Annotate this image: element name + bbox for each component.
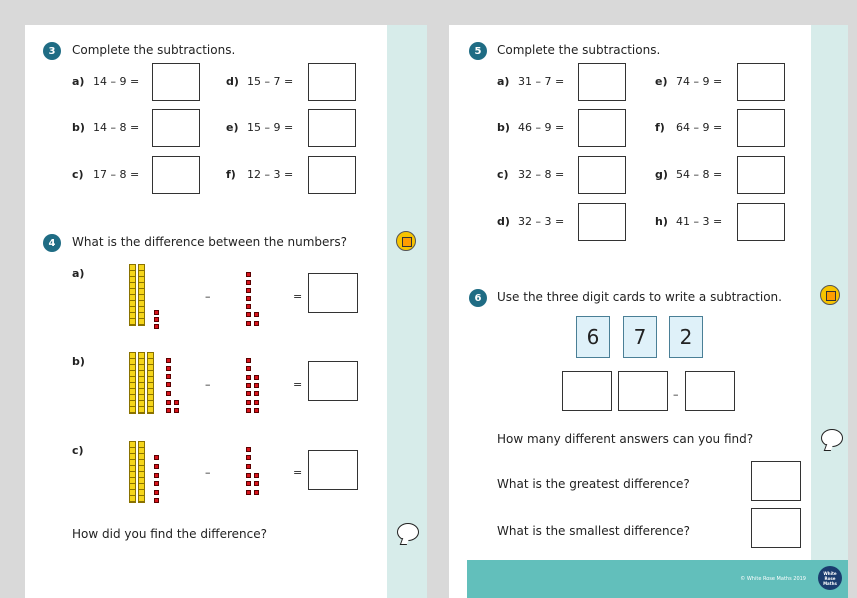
answer-box[interactable] [308,156,356,194]
answer-box[interactable] [308,273,358,313]
question-4-text: What is the difference between the numbers? [72,235,347,249]
q4-row-c-label: c) [72,444,84,457]
answer-box[interactable] [152,63,200,101]
q5-item-e: e) 74 – 9 = [655,63,785,103]
equals-sign: = [293,290,303,303]
question-4-badge: 4 [43,234,61,252]
q3-item-d: d) 15 – 7 = [226,63,356,103]
answer-box[interactable] [751,461,801,501]
q5-item-a: a) 31 – 7 = [497,63,626,103]
answer-box[interactable] [308,450,358,490]
answer-box[interactable] [578,203,626,241]
worksheet-page-right [449,25,848,598]
answer-box[interactable] [578,63,626,101]
q5-item-g: g) 54 – 8 = [655,156,785,196]
answer-box[interactable] [152,156,200,194]
answer-box[interactable] [737,156,785,194]
minus-sign: – [205,290,211,303]
speech-bubble-icon [821,429,843,447]
q5-item-f: f) 64 – 9 = [655,109,785,149]
minus-sign: – [205,466,211,479]
question-6-text: Use the three digit cards to write a subtraction. [497,290,782,304]
digit-card: 7 [623,316,657,358]
minus-sign: – [673,388,679,401]
minus-sign: – [205,378,211,391]
answer-box[interactable] [578,109,626,147]
q3-item-f: f) 12 – 3 = [226,156,356,196]
cube-icon [820,285,840,305]
q3-item-a: a) 14 – 9 = [72,63,200,103]
question-5-badge: 5 [469,42,487,60]
answer-box[interactable] [737,203,785,241]
answer-box[interactable] [308,361,358,401]
q3-item-e: e) 15 – 9 = [226,109,356,149]
q5-item-d: d) 32 – 3 = [497,203,626,243]
copyright-text: © White Rose Maths 2019 [740,576,806,582]
speech-bubble-icon [397,523,419,541]
worksheet-page-left [25,25,427,598]
q3-item-b: b) 14 – 8 = [72,109,200,149]
digit-card: 6 [576,316,610,358]
q4-row-a-label: a) [72,267,85,280]
answer-box[interactable] [308,109,356,147]
q5-item-h: h) 41 – 3 = [655,203,785,243]
digit-slot[interactable] [685,371,735,411]
q4-followup: How did you find the difference? [72,527,267,541]
cube-icon [396,231,416,251]
question-3-badge: 3 [43,42,61,60]
answer-box[interactable] [308,63,356,101]
question-6-badge: 6 [469,289,487,307]
equals-sign: = [293,466,303,479]
digit-slot[interactable] [562,371,612,411]
white-rose-logo: White Rose Maths [818,566,842,590]
answer-box[interactable] [751,508,801,548]
question-3-text: Complete the subtractions. [72,43,236,57]
page-footer [467,560,848,598]
answer-box[interactable] [152,109,200,147]
answer-box[interactable] [578,156,626,194]
answer-box[interactable] [737,109,785,147]
margin-strip [387,25,427,598]
margin-strip [811,25,848,598]
digit-slot[interactable] [618,371,668,411]
q6-question-smallest: What is the smallest difference? [497,524,690,538]
q5-item-b: b) 46 – 9 = [497,109,626,149]
q6-question-greatest: What is the greatest difference? [497,477,690,491]
q3-item-c: c) 17 – 8 = [72,156,200,196]
digit-card: 2 [669,316,703,358]
q6-question-count: How many different answers can you find? [497,432,754,446]
equals-sign: = [293,378,303,391]
answer-box[interactable] [737,63,785,101]
question-5-text: Complete the subtractions. [497,43,661,57]
q4-row-b-label: b) [72,355,85,368]
q5-item-c: c) 32 – 8 = [497,156,626,196]
